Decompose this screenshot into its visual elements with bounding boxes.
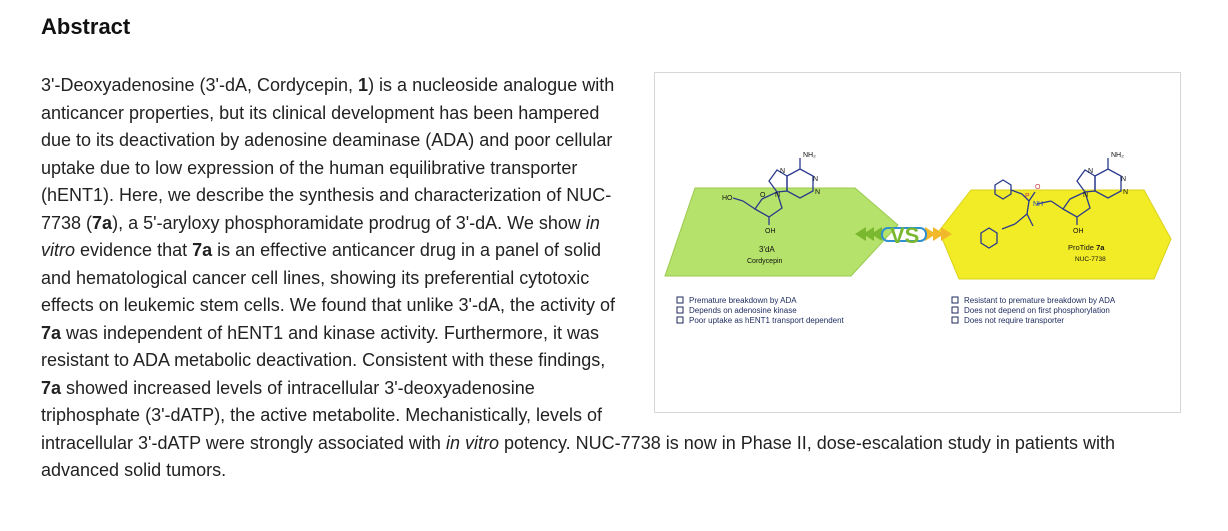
- left-o-label: O: [760, 192, 766, 199]
- right-n-label-2: N: [1088, 168, 1094, 175]
- left-bullet-1: Premature breakdown by ADA: [689, 296, 797, 305]
- left-compound-name: 3'dA: [759, 245, 775, 254]
- abstract-text: 3'-Deoxyadenosine (3'-dA, Cordycepin,: [41, 75, 359, 95]
- compound-number: 7a: [41, 377, 62, 398]
- left-oh-label: OH: [765, 228, 776, 235]
- abstract-text: potency. NUC-7738 is now in Phase II, dose-escalation study in patients with advanced solid tumors.: [41, 432, 1115, 480]
- left-ho-label: HO: [722, 195, 733, 202]
- left-bullet-list: [677, 296, 845, 325]
- left-bullet-3: Poor uptake as hENT1 transport dependent: [689, 316, 844, 325]
- italic-term: in vitro: [41, 212, 600, 260]
- left-n-label-3: N: [815, 189, 821, 196]
- right-bullet-2: Does not depend on first phosphorylation: [964, 306, 1110, 315]
- right-nh2-label: NH₂: [1111, 152, 1124, 159]
- right-o-label: O: [1035, 184, 1041, 191]
- compound-number: 7a: [92, 212, 113, 233]
- compound-number: 1: [358, 75, 369, 95]
- left-n-label-1: N: [813, 176, 819, 183]
- abstract-text: was independent of hENT1 and kinase activity. Furthermore, it was resistant to ADA metabolic deactivation. Consistent with these findings,: [41, 322, 606, 370]
- right-n-label-4: N: [1083, 192, 1089, 199]
- abstract-body: [41, 72, 1181, 485]
- abstract-heading: Abstract: [41, 14, 131, 39]
- right-n-label-1: N: [1121, 176, 1127, 183]
- left-n-label-2: N: [780, 168, 786, 175]
- left-n-label-4: N: [775, 192, 781, 199]
- left-bullet-2: Depends on adenosine kinase: [689, 306, 797, 315]
- right-bullet-1: Resistant to premature breakdown by ADA: [964, 296, 1116, 305]
- abstract-text: ), a 5'-aryloxy phosphoramidate prodrug of 3'-dA. We show: [112, 212, 586, 233]
- left-compound-sub: Cordycepin: [747, 258, 783, 265]
- vs-label: VS: [890, 223, 920, 248]
- abstract-text: is an effective anticancer drug in a panel of solid and hematological cancer cell lines, showing its preferential cytotoxic effects on leukemic stem cells. We found that unlike 3'-dA, the activity of: [41, 240, 616, 315]
- right-nh-label: NH: [1033, 201, 1044, 208]
- right-n-label-3: N: [1123, 189, 1129, 196]
- compound-number: 7a: [41, 322, 62, 343]
- compound-number: 7a: [192, 240, 213, 260]
- abstract-text: showed increased levels of intracellular 3'-deoxyadenosine triphosphate (3'-dATP), the active metabolite. Mechanistically, levels of intracellular 3'-dATP were strongly associated with: [41, 377, 603, 453]
- right-oh-label: OH: [1073, 228, 1084, 235]
- right-compound-sub: NUC-7738: [1075, 256, 1106, 263]
- right-p-label: P: [1025, 193, 1030, 200]
- right-compound-name: ProTide 7a: [1068, 243, 1105, 252]
- italic-term: in vitro: [445, 432, 499, 453]
- graphical-abstract-figure: [654, 72, 1181, 413]
- abstract-text: ) is a nucleoside analogue with anticancer properties, but its clinical development has been hampered due to its deactivation by adenosine deaminase (ADA) and poor cellular uptake due to low expression of the human equilibrative transporter (hENT1). Here, we describe the synthesis and characterization of NUC-7738 (: [41, 75, 615, 233]
- figure-svg: [655, 73, 1180, 412]
- right-bullet-3: Does not require transporter: [964, 316, 1065, 325]
- right-bullet-list: [952, 296, 1116, 325]
- left-nh2-label: NH₂: [803, 152, 816, 159]
- abstract-text: evidence that: [75, 240, 193, 260]
